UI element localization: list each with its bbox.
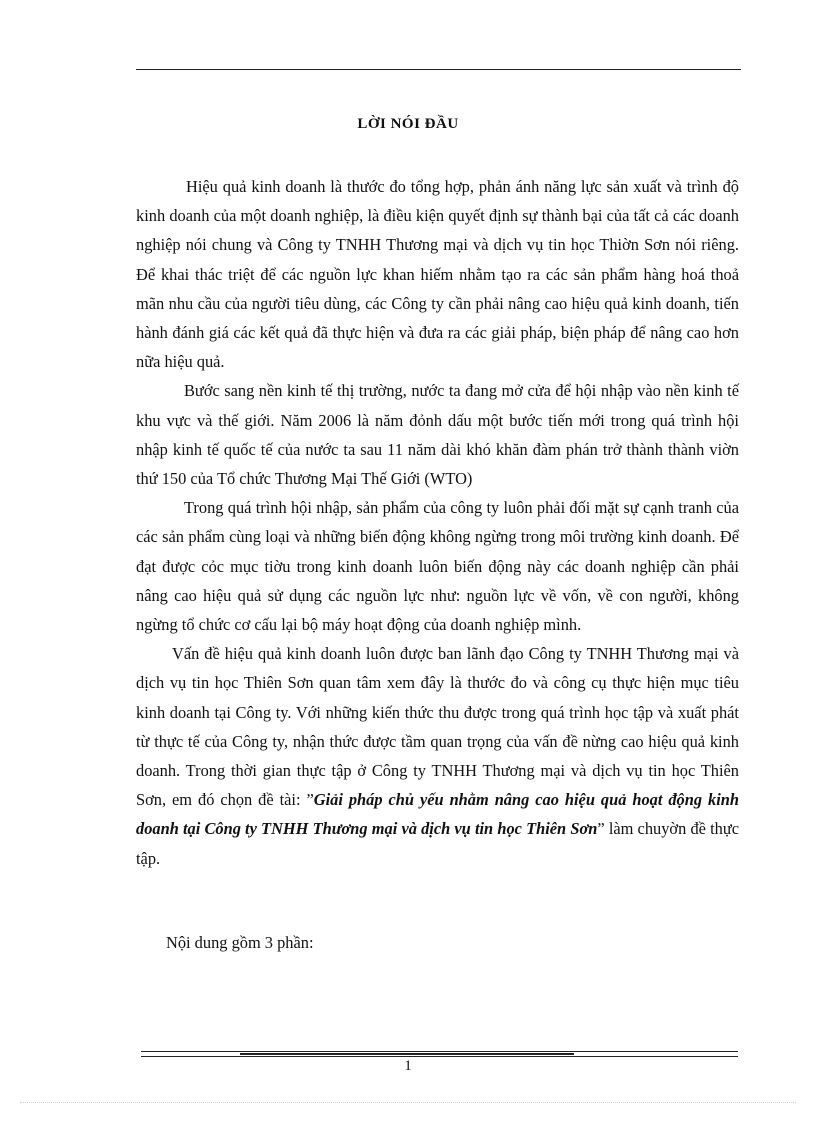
page-title: LỜI NÓI ĐẦU [357,116,459,132]
footer-rule-thick-left [240,1053,408,1055]
header-rule [136,69,741,70]
page-edge [20,1102,796,1103]
contents-intro: Nội dung gồm 3 phần: [166,933,314,952]
paragraph-2: Bước sang nền kinh tế thị trường, nước ta đang mở cửa để hội nhập vào nền kinh tế khu vực và thế giới. Năm 2006 là năm đỏnh dấu một bước tiến mới trong quá trình hội nhập kinh tế quốc tế của nước ta sau 11 năm dài khó khăn đàm phán trở thành thành viờn thứ 150 của Tổ chức Thương Mại Thế Giới (WTO) [136,381,739,489]
paragraph-4-text-after: ” làm chuyờn đề thực tập. [136,819,739,868]
paragraph-4-text-before: Vấn đề hiệu quả kinh doanh luôn được ban lãnh đạo Công ty TNHH Thương mại và dịch vụ tin học Thiên Sơn quan tâm xem đây là thước đo và công cụ thực hiện mục tiêu kinh doanh tại Công ty. Với những kiến thức thu được trong quá trình học tập và xuất phát từ thực tế của Công ty, nhận thức được tầm quan trọng của vấn đề nừng cao hiệu quả kinh doanh. Trong thời gian thực tập ở Công ty TNHH Thương mại và dịch vụ tin học Thiên Sơn, em đó chọn đề tài: ” [136,644,739,810]
footer-rule [141,1051,738,1057]
page-number: 1 [404,1058,412,1074]
thesis-topic: Giải pháp chủ yếu nhằm nâng cao hiệu quả hoạt động kinh doanh tại Công ty TNHH Thương mại và dịch vụ tin học Thiên Sơn [136,790,739,839]
footer-rule-thin-bottom [141,1056,738,1057]
footer-rule-thick-right [408,1053,574,1055]
footer-rule-thin-top [141,1051,738,1052]
paragraph-3: Trong quá trình hội nhập, sản phẩm của công ty luôn phải đối mặt sự cạnh tranh của các sản phẩm cùng loại và những biến động không ngừng trong môi trường kinh doanh. Để đạt được cỏc mục tiờu trong kinh doanh luôn biến động này các doanh nghiệp cần phải nâng cao hiệu quả sử dụng các nguồn lực như: nguồn lực về vốn, về con người, không ngừng tổ chức cơ cấu lại bộ máy hoạt động của doanh nghiệp mình. [136,498,739,635]
paragraph-4 [136,639,739,873]
paragraph-1: Hiệu quả kinh doanh là thước đo tổng hợp, phản ánh năng lực sản xuất và trình độ kinh doanh của một doanh nghiệp, là điều kiện quyết định sự thành bại của tất cả các doanh nghiệp nói chung và Công ty TNHH Thương mại và dịch vụ tin học Thiờn Sơn nói riêng. Để khai thác triệt để các nguồn lực khan hiếm nhằm tạo ra các sản phẩm hàng hoá thoả mãn nhu cầu của người tiêu dùng, các Công ty cần phải nâng cao hiệu quả kinh doanh, tiến hành đánh giá các kết quả đã thực hiện và đưa ra các giải pháp, biện pháp để nâng cao hơn nữa hiệu quả. [136,177,739,372]
document-body [136,172,739,873]
